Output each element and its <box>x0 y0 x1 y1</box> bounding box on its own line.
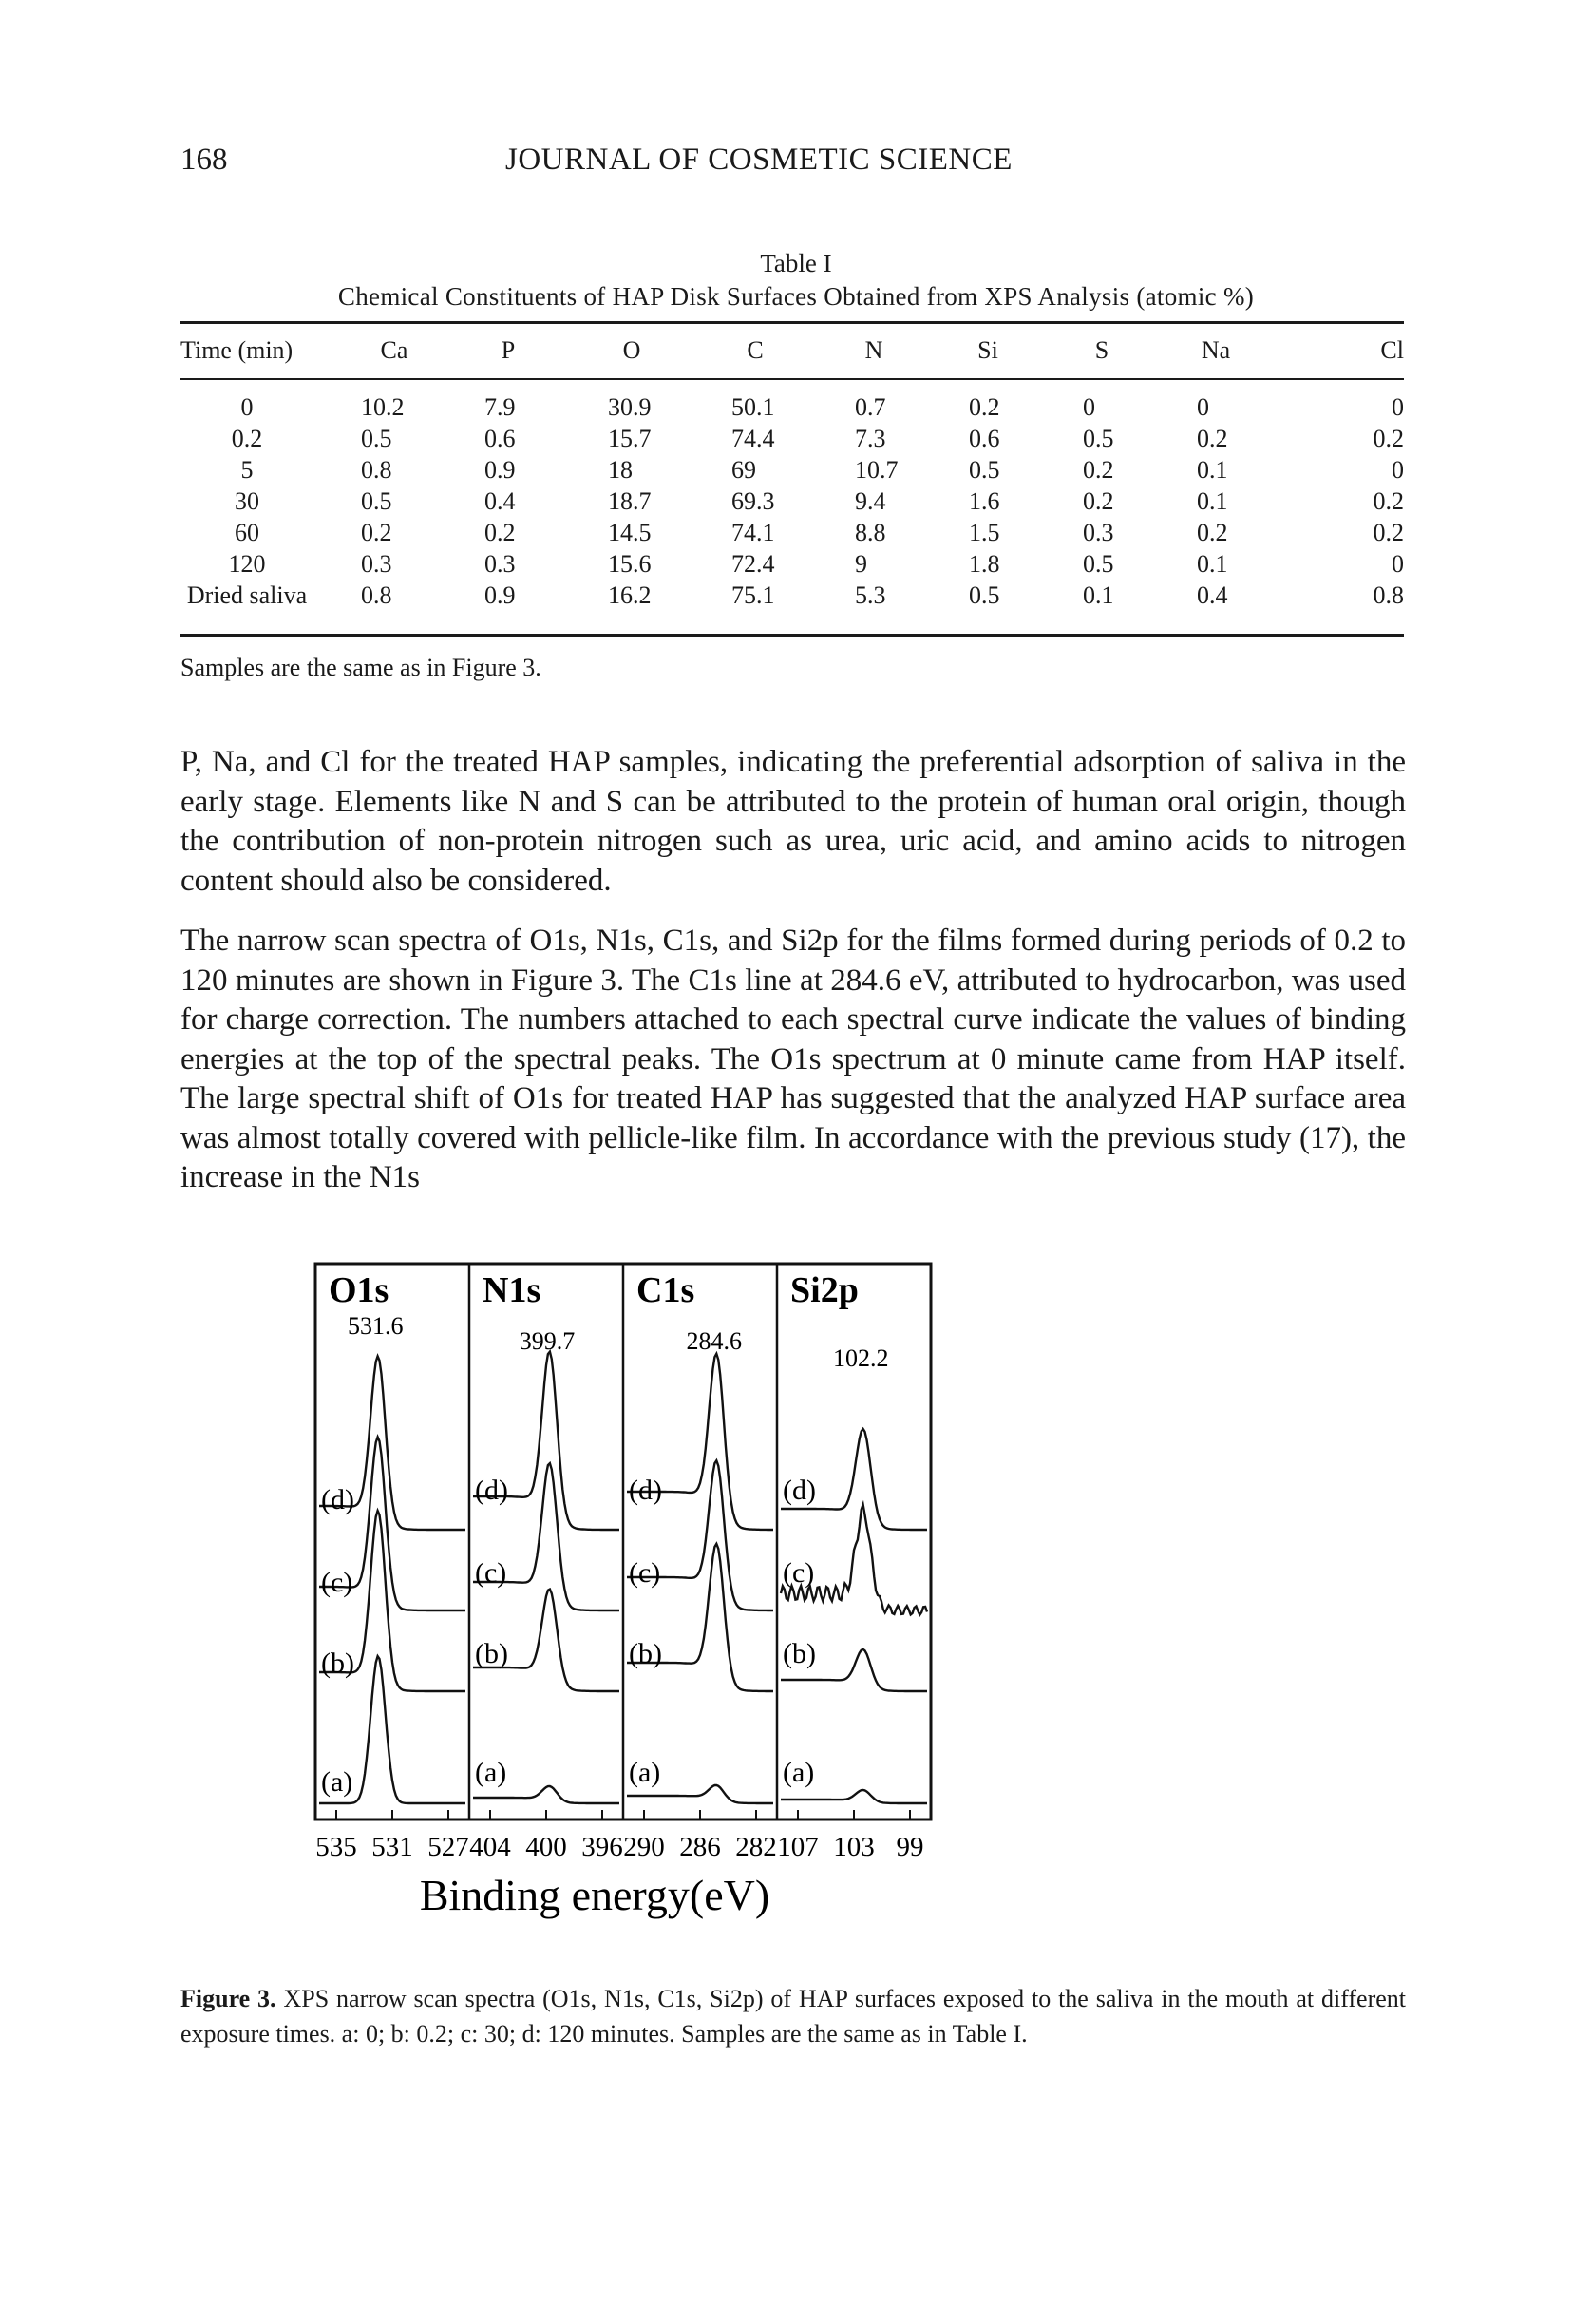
curve-label: (c) <box>321 1567 353 1598</box>
time-cell: 0.2 <box>231 424 263 452</box>
value-cell: 9 <box>855 549 867 578</box>
value-cell: 0.3 <box>484 549 516 578</box>
value-cell: 0.2 <box>1197 518 1228 546</box>
value-cell: 0.2 <box>361 518 392 546</box>
value-cell: 0.8 <box>1373 581 1404 609</box>
peak-label: 284.6 <box>686 1327 742 1355</box>
curve-label: (b) <box>321 1648 354 1679</box>
curve-label: (a) <box>321 1766 353 1798</box>
panel-title: N1s <box>483 1270 541 1310</box>
value-cell: 7.9 <box>484 392 516 421</box>
value-cell: 0.5 <box>1083 549 1114 578</box>
curve-label: (d) <box>321 1484 354 1515</box>
value-cell: 0.4 <box>1197 581 1228 609</box>
curve-label: (c) <box>475 1557 507 1589</box>
value-cell: 0.8 <box>361 581 392 609</box>
value-cell: 75.1 <box>731 581 775 609</box>
value-cell: 72.4 <box>731 549 775 578</box>
figure-caption <box>180 1981 1406 2051</box>
value-cell: 74.1 <box>731 518 775 546</box>
value-cell: 0.9 <box>484 455 516 484</box>
value-cell: 0.5 <box>969 581 1000 609</box>
tick-label: 535 <box>315 1832 357 1862</box>
body-paragraph-2 <box>180 922 1406 1198</box>
journal-title: JOURNAL OF COSMETIC SCIENCE <box>505 143 1013 177</box>
time-cell: 60 <box>235 518 259 546</box>
value-cell: 1.8 <box>969 549 1000 578</box>
column-header: P <box>501 335 516 364</box>
value-cell: 50.1 <box>731 392 775 421</box>
value-cell: 0.6 <box>969 424 1000 452</box>
value-cell: 1.6 <box>969 486 1000 515</box>
column-header: S <box>1094 335 1109 364</box>
spectrum-curve-a <box>781 1790 927 1803</box>
time-cell: Dried saliva <box>186 581 308 609</box>
value-cell: 0.5 <box>361 486 392 515</box>
panel-title: Si2p <box>790 1270 859 1310</box>
panel-title: C1s <box>636 1270 695 1310</box>
curve-label: (d) <box>475 1475 508 1506</box>
column-header: Time (min) <box>180 335 294 364</box>
column-header: C <box>747 335 764 364</box>
table-row <box>180 423 1404 454</box>
table-title: Table I <box>760 249 832 277</box>
value-cell: 0.2 <box>1083 486 1114 515</box>
table-caption: Chemical Constituents of HAP Disk Surfaces Obtained from XPS Analysis (atomic %) <box>337 282 1255 311</box>
value-cell: 10.2 <box>361 392 405 421</box>
value-cell: 0 <box>1083 392 1095 421</box>
time-cell: 0 <box>240 392 254 421</box>
curve-label: (b) <box>475 1638 508 1669</box>
time-cell: 120 <box>228 549 266 578</box>
paragraph-text: The narrow scan spectra of O1s, N1s, C1s, and Si2p for the films formed during periods of 0.2 to 120 minutes are shown in Figure 3. The C1s line at 284.6 eV, attributed to hydrocarbon, was used for charge correction. The numbers attached to each spectral curve indicate the values of binding energies at the top of the spectral peaks. The O1s spectrum at 0 minute came from HAP itself. The large spectral shift of O1s for treated HAP has suggested that the analyzed HAP surface area was almost totally covered with pellicle-like film. In accordance with the previous study (17), the increase in the N1s <box>180 924 1406 1194</box>
table-row <box>180 580 1404 611</box>
time-cell: 5 <box>240 455 254 484</box>
value-cell: 69 <box>731 455 756 484</box>
table-row <box>180 548 1404 580</box>
value-cell: 10.7 <box>855 455 899 484</box>
curve-label: (d) <box>629 1475 662 1506</box>
table-row <box>180 454 1404 486</box>
table-header <box>180 334 1404 366</box>
peak-label: 531.6 <box>348 1312 404 1340</box>
tick-label: 531 <box>371 1832 413 1862</box>
value-cell: 15.7 <box>608 424 652 452</box>
column-header: Na <box>1201 335 1231 364</box>
tick-label: 400 <box>525 1832 567 1862</box>
table-note: Samples are the same as in Figure 3. <box>180 654 541 681</box>
value-cell: 5.3 <box>855 581 886 609</box>
tick-label: 103 <box>833 1832 875 1862</box>
tick-label: 404 <box>469 1832 511 1862</box>
value-cell: 0.8 <box>361 455 392 484</box>
value-cell: 0 <box>1392 455 1404 484</box>
curve-label: (b) <box>629 1638 662 1669</box>
peak-label: 102.2 <box>833 1344 889 1372</box>
paragraph-text: P, Na, and Cl for the treated HAP samples, indicating the preferential adsorption of saliva in the early stage. Elements like N and S can be attributed to the protein of human oral origin, though the contribution of non-protein nitrogen such as urea, uric acid, and amino acids to nitrogen content should also be considered. <box>180 745 1406 898</box>
value-cell: 15.6 <box>608 549 652 578</box>
tick-label: 286 <box>679 1832 721 1862</box>
tick-label: 527 <box>427 1832 469 1862</box>
panel-title: O1s <box>329 1270 389 1310</box>
value-cell: 9.4 <box>855 486 886 515</box>
table-row <box>180 486 1404 517</box>
peak-label: 399.7 <box>519 1327 576 1355</box>
column-header: Si <box>977 335 998 364</box>
value-cell: 0.4 <box>484 486 516 515</box>
x-axis-label: Binding energy(eV) <box>419 1871 770 1919</box>
tick-label: 282 <box>735 1832 777 1862</box>
tick-label: 396 <box>581 1832 623 1862</box>
value-cell: 0 <box>1392 549 1404 578</box>
value-cell: 0.5 <box>1083 424 1114 452</box>
curve-label: (c) <box>629 1557 661 1589</box>
table-top-rule <box>180 321 1404 324</box>
value-cell: 7.3 <box>855 424 886 452</box>
value-cell: 0.3 <box>1083 518 1114 546</box>
table-bottom-rule <box>180 634 1404 637</box>
table-body <box>180 391 1404 611</box>
value-cell: 0.5 <box>361 424 392 452</box>
column-header: N <box>864 335 883 364</box>
value-cell: 0.1 <box>1197 455 1228 484</box>
value-cell: 0.6 <box>484 424 516 452</box>
column-header: O <box>622 335 641 364</box>
table-row <box>180 517 1404 548</box>
value-cell: 0.1 <box>1197 486 1228 515</box>
tick-label: 99 <box>896 1832 924 1862</box>
curve-label: (a) <box>475 1757 507 1788</box>
value-cell: 1.5 <box>969 518 1000 546</box>
value-cell: 18.7 <box>608 486 652 515</box>
value-cell: 0.9 <box>484 581 516 609</box>
tick-label: 290 <box>623 1832 665 1862</box>
value-cell: 0.2 <box>1373 486 1404 515</box>
value-cell: 74.4 <box>731 424 775 452</box>
value-cell: 16.2 <box>608 581 652 609</box>
value-cell: 0.2 <box>1083 455 1114 484</box>
value-cell: 0.2 <box>1373 424 1404 452</box>
value-cell: 0.7 <box>855 392 886 421</box>
value-cell: 8.8 <box>855 518 886 546</box>
spectrum-curve-a <box>473 1786 619 1803</box>
tick-label: 107 <box>777 1832 819 1862</box>
value-cell: 0.2 <box>484 518 516 546</box>
curve-label: (a) <box>629 1757 661 1788</box>
xps-figure <box>304 1254 1292 1938</box>
curve-label: (c) <box>783 1557 815 1589</box>
curve-label: (d) <box>783 1475 816 1506</box>
value-cell: 0.5 <box>969 455 1000 484</box>
value-cell: 0 <box>1197 392 1209 421</box>
value-cell: 0.2 <box>1197 424 1228 452</box>
value-cell: 0 <box>1392 392 1404 421</box>
value-cell: 18 <box>608 455 633 484</box>
page-number: 168 <box>180 143 228 177</box>
figure-caption-label: Figure 3. <box>180 1985 276 2012</box>
time-cell: 30 <box>235 486 259 515</box>
figure-caption-text: XPS narrow scan spectra (O1s, N1s, C1s, Si2p) of HAP surfaces exposed to the saliva in the mouth at different exposure times. a: 0; b: 0.2; c: 30; d: 120 minutes. Samples are the same as in Table I. <box>180 1985 1406 2048</box>
column-header: Cl <box>1380 335 1404 364</box>
body-paragraph-1 <box>180 743 1406 901</box>
table-header-rule <box>180 378 1404 380</box>
value-cell: 0.2 <box>1373 518 1404 546</box>
table-row <box>180 391 1404 423</box>
value-cell: 69.3 <box>731 486 775 515</box>
value-cell: 0.3 <box>361 549 392 578</box>
value-cell: 0.2 <box>969 392 1000 421</box>
value-cell: 0.1 <box>1197 549 1228 578</box>
curve-label: (b) <box>783 1638 816 1669</box>
value-cell: 14.5 <box>608 518 652 546</box>
column-header: Ca <box>380 335 408 364</box>
value-cell: 0.1 <box>1083 581 1114 609</box>
running-header <box>0 143 1592 181</box>
value-cell: 30.9 <box>608 392 652 421</box>
curve-label: (a) <box>783 1757 815 1788</box>
